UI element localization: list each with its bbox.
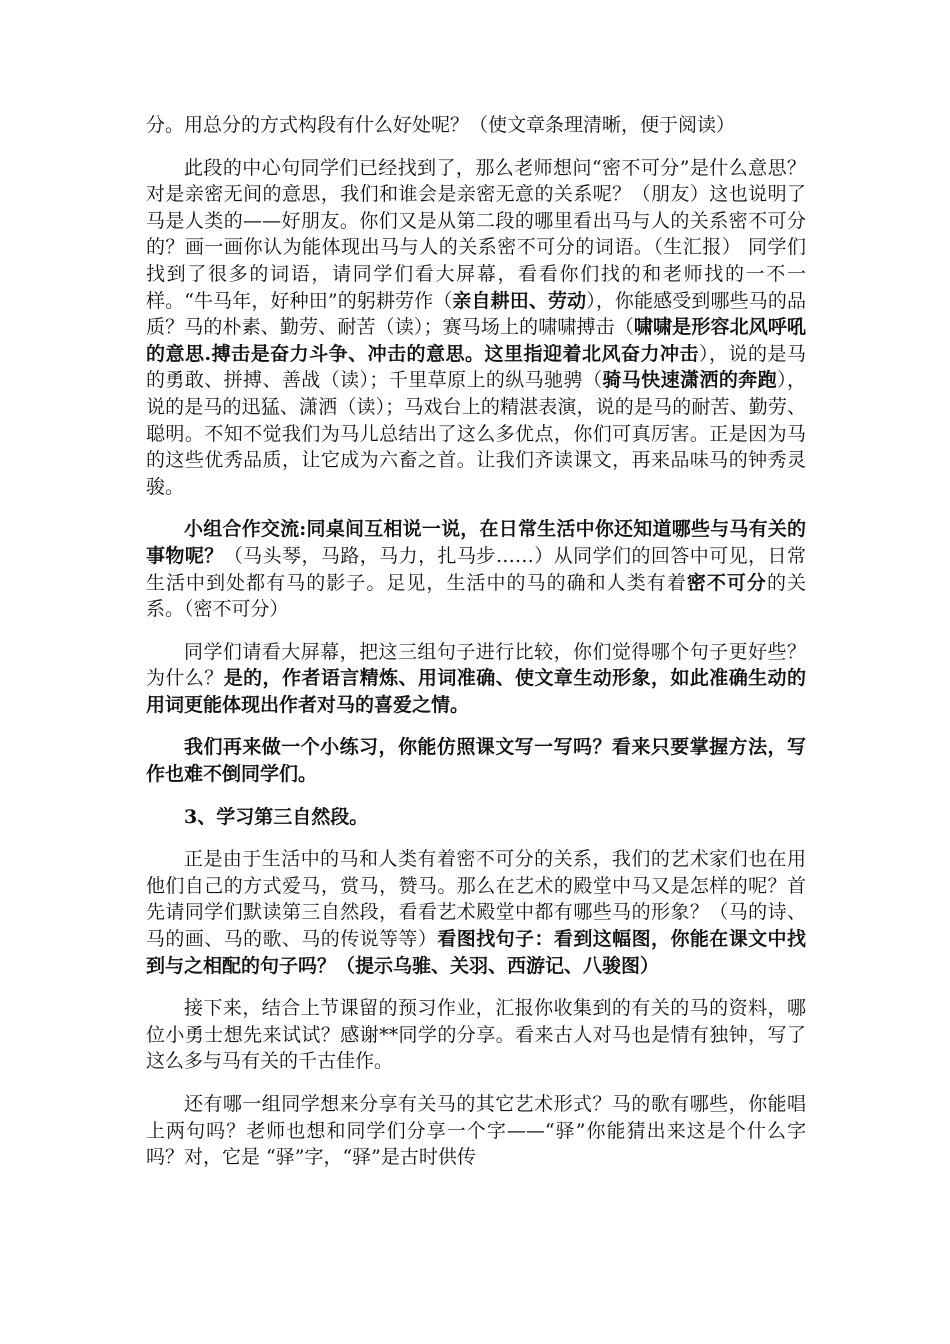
paragraph-2 bbox=[146, 155, 806, 501]
text-2-3: ），你能感受到哪些马的品质？马的朴素、勤劳、耐苦（读）；赛马场上的啸啸搏击（ bbox=[146, 289, 806, 339]
text-7-1: 正是由于生活中的马和人类有着密不可分的关系，我们的艺术家们也在用他们自己的方式爱马，赏马，赞马。那么在艺术的殿堂中马又是怎样的呢？首先请同学们默读第三自然段，看看艺术殿堂中都有哪些马的形象？（马的诗、马的画、马的歌、马的传说等等） bbox=[146, 848, 806, 951]
bold-text-2-6: 骑马快速潇洒的奔跑 bbox=[602, 369, 778, 392]
paragraph-7 bbox=[146, 846, 806, 979]
paragraph-8 bbox=[146, 995, 806, 1075]
bold-text-3-3: 密不可分 bbox=[686, 571, 767, 594]
text-4-1: 同学们请看大屏幕，把这三组句子进行比较，你们觉得哪个句子更好些？为什么？ bbox=[146, 640, 806, 690]
text-2-1: 此段的中心句同学们已经找到了，那么老师想问“密不可分”是什么意思？对是亲密无间的意思，我们和谁会是亲密无意的关系呢？（朋友）这也说明了马是人类的——好朋友。你们又是从第二段的哪里看出马与人的关系密不可分的？画一画你认为能体现出马与人的关系密不可分的词语。（生汇报） 同学们找到了很多的词语，请同学们看大屏幕，看看你们找的和老师找的一不一样。“牛马年，好种田”的躬耕劳作（ bbox=[146, 156, 806, 312]
text-2-5: ），说的是马的勇敢、拼搏、善战（读）；千里草原上的纵马驰骋（ bbox=[146, 342, 806, 392]
text-1-1: 分。用总分的方式构段有什么好处呢？（使文章条理清晰，便于阅读） bbox=[146, 114, 736, 136]
document-page bbox=[146, 112, 806, 1187]
paragraph-5 bbox=[146, 734, 806, 787]
bold-text-2-2: 亲自耕田、劳动 bbox=[452, 289, 587, 312]
bold-text-2-4: 啸啸是形容北风呼吼的意思.搏击是奋力斗争、冲击的意思。这里指迎着北风奋力冲击 bbox=[146, 316, 806, 365]
paragraph-4 bbox=[146, 639, 806, 719]
paragraph-9 bbox=[146, 1091, 806, 1171]
text-8-1: 接下来，结合上节课留的预习作业，汇报你收集到的有关的马的资料，哪位小勇士想先来试试？感谢**同学的分享。看来古人对马也是情有独钟，写了这么多与马有关的千古佳作。 bbox=[146, 997, 806, 1073]
text-3-2: （马头琴，马路，马力，扎马步……）从同学们的回答中可见，日常生活中到处都有马的影子。足见，生活中的马的确和人类有着 bbox=[146, 544, 806, 594]
bold-text-5-1: 我们再来做一个小练习，你能仿照课文写一写吗？看来只要掌握方法，写作也难不倒同学们。 bbox=[146, 736, 806, 786]
paragraph-1 bbox=[146, 112, 806, 139]
text-3-4: 的关系。（密不可分） bbox=[146, 571, 806, 621]
bold-text-3-1: 小组合作交流:同桌间互相说一说，在日常生活中你还知道哪些与马有关的事物呢？ bbox=[146, 518, 806, 567]
text-2-7: ），说的是马的迅猛、潇洒（读）；马戏台上的精湛表演，说的是马的耐苦、勤劳、聪明。不知不觉我们为马儿总结出了这么多优点，你们可真厉害。正是因为马的这些优秀品质，让它成为六畜之首。让我们齐读课文，再来品味马的钟秀灵骏。 bbox=[146, 369, 806, 498]
paragraph-6 bbox=[146, 804, 806, 831]
text-9-1: 还有哪一组同学想来分享有关马的其它艺术形式？马的歌有哪些，你能唱上两句吗？老师也想和同学们分享一个字——“驿”你能猜出来这是个什么字吗？对，它是 “驿”字，“驿”是古时供传 bbox=[146, 1093, 806, 1169]
paragraph-3 bbox=[146, 516, 806, 622]
bold-text-7-2: 看图找句子：看到这幅图，你能在课文中找到与之相配的句子吗？（提示乌骓、关羽、西游记、八骏图） bbox=[146, 928, 806, 977]
bold-text-4-2: 是的，作者语言精炼、用词准确、使文章生动形象，如此准确生动的用词更能体现出作者对马的喜爱之情。 bbox=[146, 667, 806, 716]
bold-text-6-1: 3、学习第三自然段。 bbox=[184, 805, 369, 828]
